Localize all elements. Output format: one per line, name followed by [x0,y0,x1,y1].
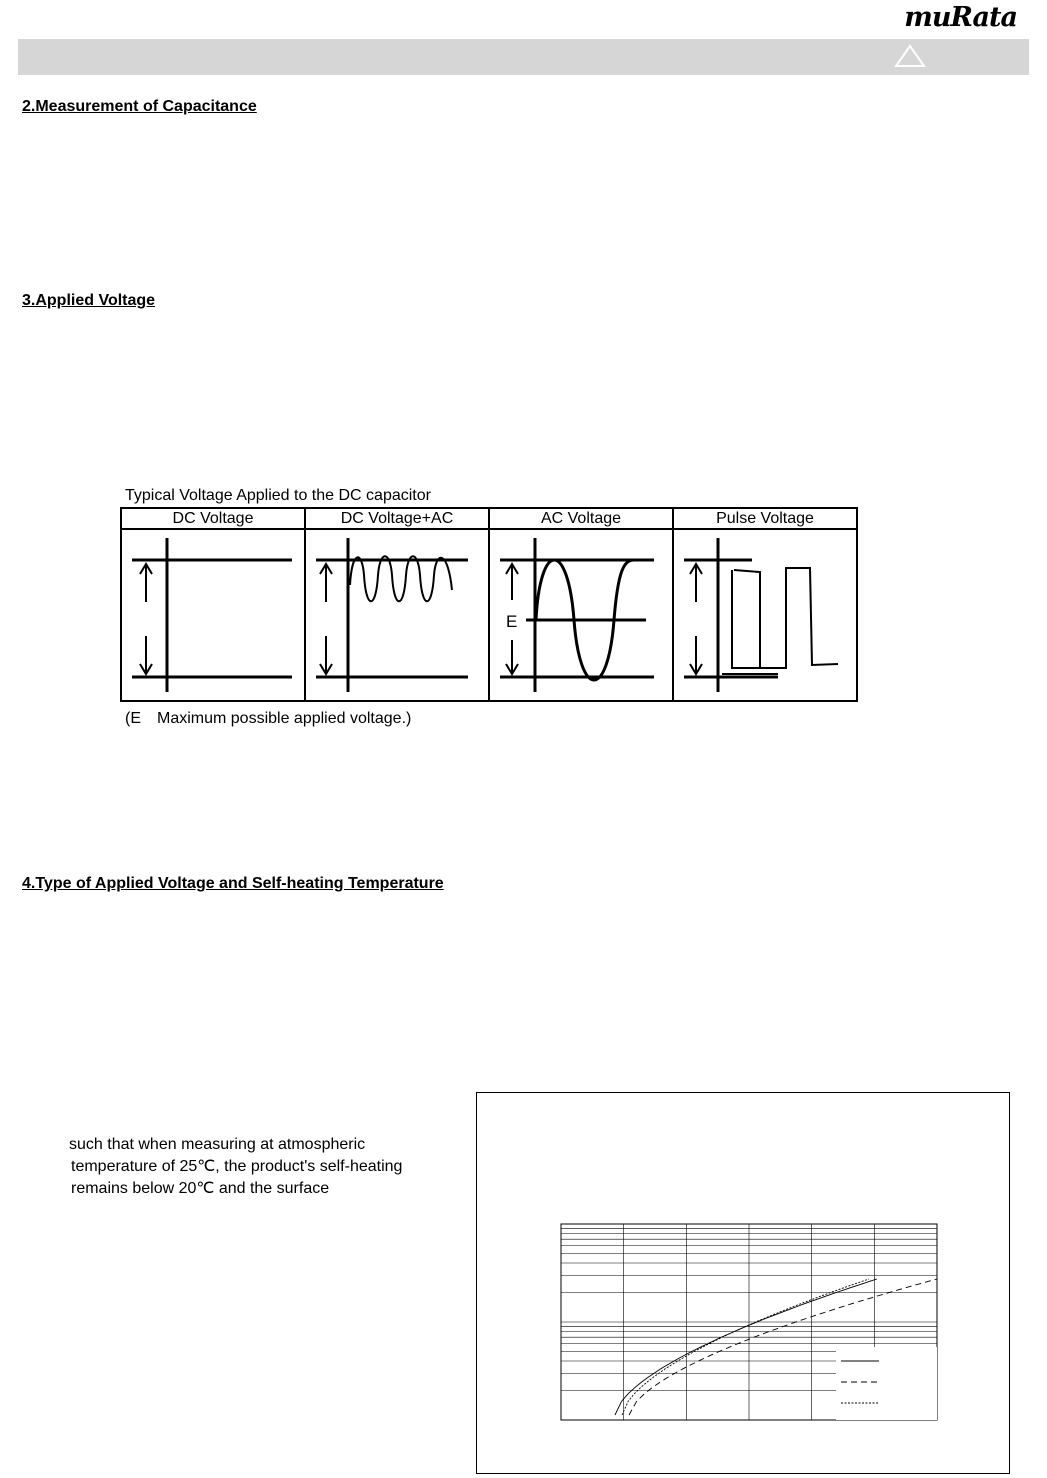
column-header-dc-ac: DC Voltage+AC [305,508,489,529]
voltage-table-caption: Typical Voltage Applied to the DC capacitor [125,487,431,504]
self-heating-text [69,1134,402,1200]
legend-box [836,1347,937,1420]
column-header-ac: AC Voltage [489,508,673,529]
voltage-table-note: (E Maximum possible applied voltage.) [125,710,412,727]
section-heading-self-heating: 4.Type of Applied Voltage and Self-heating Temperature [22,875,444,892]
self-heating-line: such that when measuring at atmospheric [69,1136,366,1153]
dc-ac-voltage-diagram [305,529,489,701]
voltage-type-table [120,507,858,702]
header-band [18,39,1029,75]
column-header-dc: DC Voltage [121,508,305,529]
self-heating-line: temperature of 25℃, the product's self-heating [71,1158,403,1175]
ac-voltage-diagram [489,529,673,701]
section-heading-applied-voltage: 3.Applied Voltage [22,292,156,309]
dc-voltage-diagram [121,529,305,701]
pulse-voltage-diagram [673,529,857,701]
warning-triangle-icon [893,44,927,68]
column-header-pulse: Pulse Voltage [673,508,857,529]
brand-logo: muRata [904,2,1017,33]
section-heading-capacitance: 2.Measurement of Capacitance [22,98,257,115]
self-heating-chart-frame [476,1092,1010,1474]
e-label: E [506,612,518,631]
self-heating-line: remains below 20℃ and the surface [71,1180,330,1197]
self-heating-chart [477,1093,1009,1473]
curve-dotted [622,1279,869,1415]
